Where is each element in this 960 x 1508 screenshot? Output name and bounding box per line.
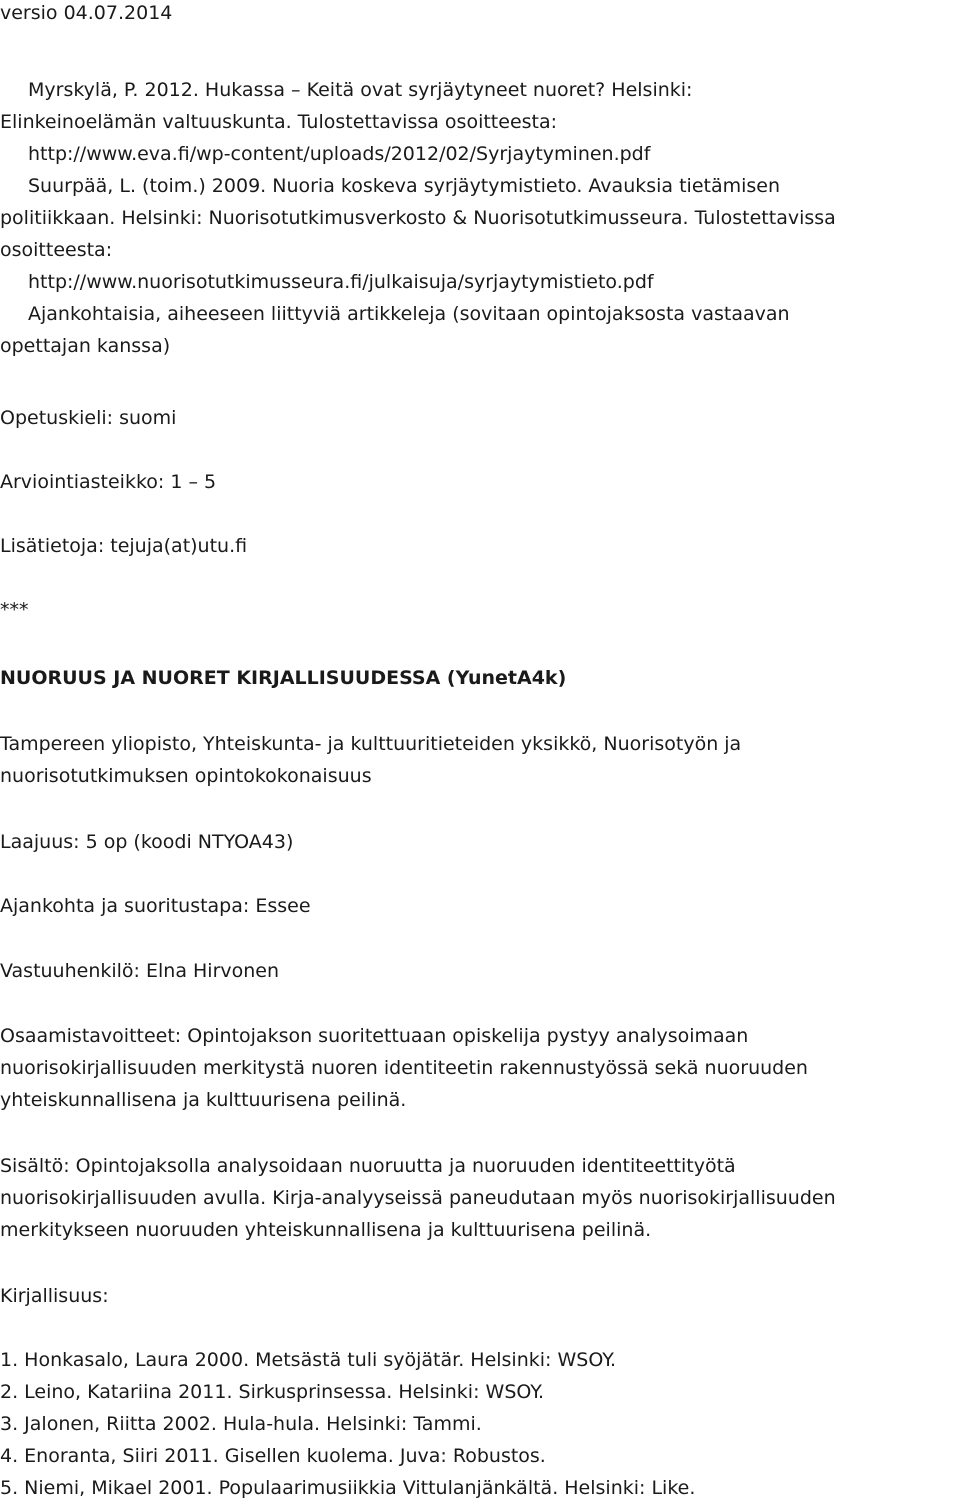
learning-outcomes-line-3: yhteiskunnallisena ja kulttuurisena peilinä. bbox=[0, 1089, 407, 1111]
course-organization-line-1: Tampereen yliopisto, Yhteiskunta- ja kulttuuritieteiden yksikkö, Nuorisotyön ja bbox=[0, 733, 742, 755]
content-line-2: nuorisokirjallisuuden avulla. Kirja-analyyseissä paneudutaan myös nuorisokirjallisuuden bbox=[0, 1187, 836, 1209]
reference-myrskyla-line-2: Elinkeinoelämän valtuuskunta. Tulostettavissa osoitteesta: bbox=[0, 111, 558, 133]
reference-suurpaa-line-1: Suurpää, L. (toim.) 2009. Nuoria koskeva syrjäytymistieto. Avauksia tietämisen bbox=[28, 175, 781, 197]
course-timing-method: Ajankohta ja suoritustapa: Essee bbox=[0, 895, 311, 917]
course-scope: Laajuus: 5 op (koodi NTYOA43) bbox=[0, 831, 294, 853]
content-line-1: Sisältö: Opintojaksolla analysoidaan nuoruutta ja nuoruuden identiteettityötä bbox=[0, 1155, 736, 1177]
version-line: versio 04.07.2014 bbox=[0, 2, 173, 24]
reference-articles-line-2: opettajan kanssa) bbox=[0, 335, 171, 357]
reference-suurpaa-line-3: osoitteesta: bbox=[0, 239, 113, 261]
course-responsible-person: Vastuuhenkilö: Elna Hirvonen bbox=[0, 960, 280, 982]
literature-item: 3. Jalonen, Riitta 2002. Hula-hula. Helsinki: Tammi. bbox=[0, 1413, 482, 1435]
content-line-3: merkitykseen nuoruuden yhteiskunnallisena ja kulttuurisena peilinä. bbox=[0, 1219, 652, 1241]
reference-articles-line-1: Ajankohtaisia, aiheeseen liittyviä artikkeleja (sovitaan opintojaksosta vastaavan bbox=[28, 303, 790, 325]
teaching-language: Opetuskieli: suomi bbox=[0, 407, 177, 429]
reference-myrskyla-line-1: Myrskylä, P. 2012. Hukassa – Keitä ovat syrjäytyneet nuoret? Helsinki: bbox=[28, 79, 693, 101]
literature-item: 5. Niemi, Mikael 2001. Populaarimusiikkia Vittulanjänkältä. Helsinki: Like. bbox=[0, 1477, 696, 1499]
course-title: NUORUUS JA NUORET KIRJALLISUUDESSA (YunetA4k) bbox=[0, 667, 567, 689]
learning-outcomes-line-2: nuorisokirjallisuuden merkitystä nuoren identiteetin rakennustyössä sekä nuoruuden bbox=[0, 1057, 808, 1079]
literature-label: Kirjallisuus: bbox=[0, 1285, 109, 1307]
grading-scale: Arviointiasteikko: 1 – 5 bbox=[0, 471, 217, 493]
literature-item: 2. Leino, Katariina 2011. Sirkusprinsessa. Helsinki: WSOY. bbox=[0, 1381, 545, 1403]
course-organization-line-2: nuorisotutkimuksen opintokokonaisuus bbox=[0, 765, 372, 787]
reference-myrskyla-url: http://www.eva.fi/wp-content/uploads/2012/02/Syrjaytyminen.pdf bbox=[28, 143, 651, 165]
literature-item: 4. Enoranta, Siiri 2011. Gisellen kuolema. Juva: Robustos. bbox=[0, 1445, 546, 1467]
separator: *** bbox=[0, 599, 29, 621]
reference-suurpaa-url: http://www.nuorisotutkimusseura.fi/julkaisuja/syrjaytymistieto.pdf bbox=[28, 271, 654, 293]
literature-item: 1. Honkasalo, Laura 2000. Metsästä tuli syöjätär. Helsinki: WSOY. bbox=[0, 1349, 617, 1371]
learning-outcomes-line-1: Osaamistavoitteet: Opintojakson suoritettuaan opiskelija pystyy analysoimaan bbox=[0, 1025, 749, 1047]
more-info: Lisätietoja: tejuja(at)utu.fi bbox=[0, 535, 248, 557]
reference-suurpaa-line-2: politiikkaan. Helsinki: Nuorisotutkimusverkosto & Nuorisotutkimusseura. Tulostettavissa bbox=[0, 207, 836, 229]
